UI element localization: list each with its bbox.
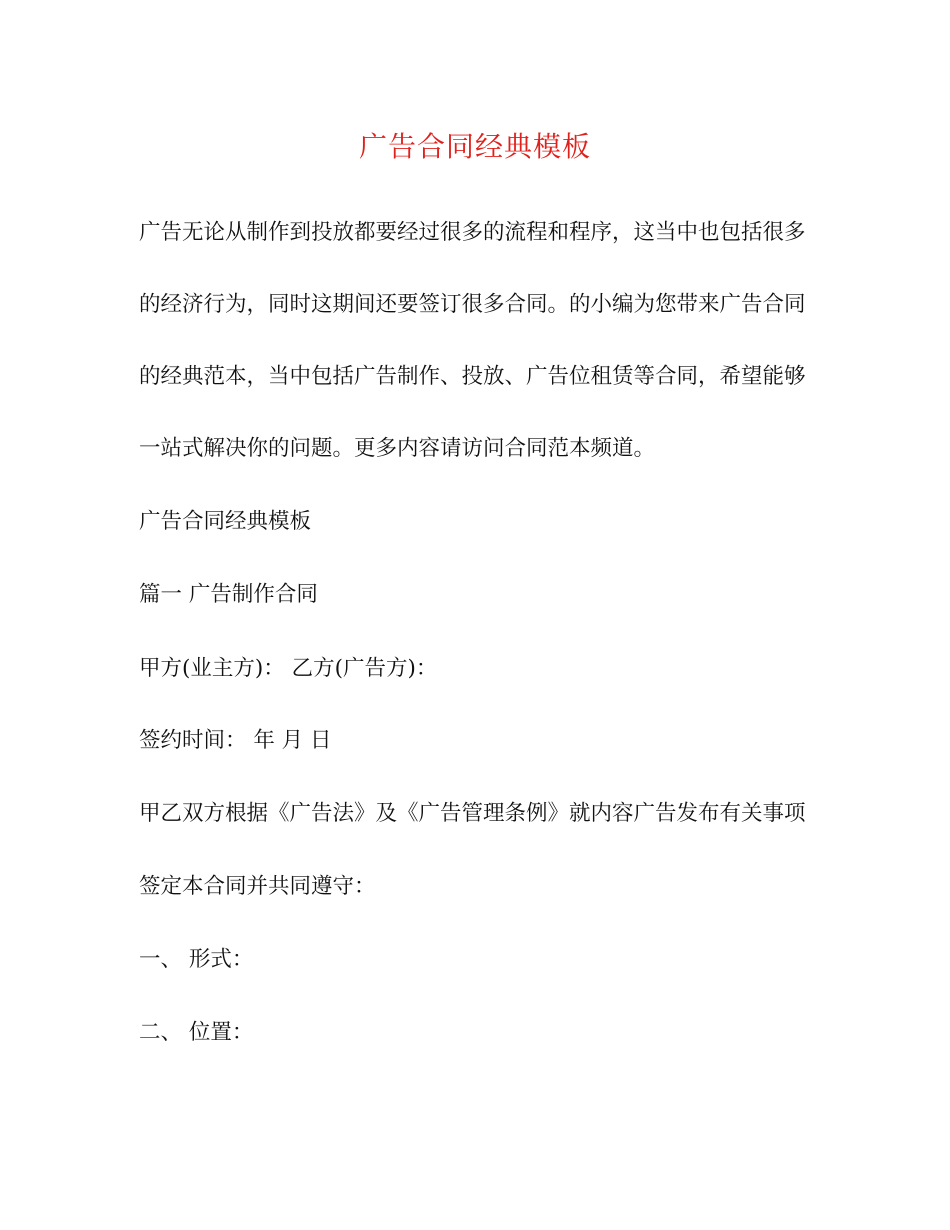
intro-line-3: 的经典范本，当中包括广告制作、投放、广告位租赁等合同，希望能够 bbox=[139, 364, 806, 389]
intro-line-2: 的经济行为，同时这期间还要签订很多合同。的小编为您带来广告合同 bbox=[139, 292, 806, 317]
clause-position: 二、 位置： bbox=[139, 1020, 254, 1045]
clause-form: 一、 形式： bbox=[139, 947, 254, 972]
document-title: 广告合同经典模板 bbox=[358, 130, 591, 163]
agreement-line-1: 甲乙双方根据《广告法》及《广告管理条例》就内容广告发布有关事项 bbox=[139, 801, 806, 826]
parties-line: 甲方(业主方)： 乙方(广告方)： bbox=[139, 656, 438, 681]
sign-date-line: 签约时间： 年 月 日 bbox=[139, 728, 332, 753]
agreement-line-2: 签定本合同并共同遵守： bbox=[139, 874, 376, 899]
intro-line-1: 广告无论从制作到投放都要经过很多的流程和程序，这当中也包括很多 bbox=[139, 220, 806, 245]
section-subtitle: 广告合同经典模板 bbox=[139, 509, 312, 534]
intro-line-4: 一站式解决你的问题。更多内容请访问合同范本频道。 bbox=[139, 436, 656, 461]
chapter-heading: 篇一 广告制作合同 bbox=[139, 582, 318, 607]
